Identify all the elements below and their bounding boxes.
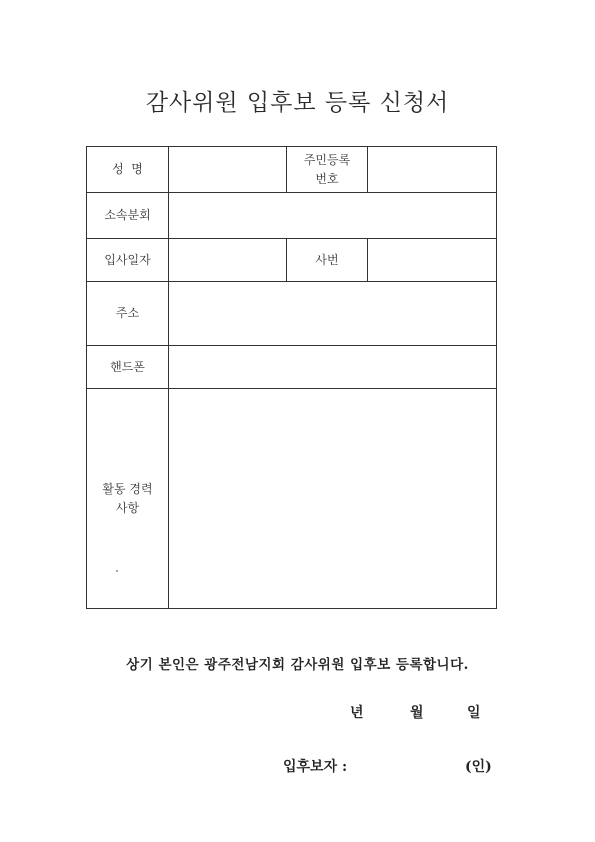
join-date-field[interactable] [169,239,287,282]
address-field[interactable] [169,282,497,346]
career-label [87,389,169,609]
date-day: 일 [467,705,481,721]
name-field[interactable] [169,147,287,193]
branch-label: 소속분회 [87,193,169,239]
branch-field[interactable] [169,193,497,239]
declaration-text: 상기 본인은 광주전남지회 감사위원 입후보 등록합니다. [126,657,469,673]
applicant-seal: (인) [465,759,492,775]
address-label: 주소 [87,282,169,346]
stray-mark [116,570,118,572]
phone-field[interactable] [169,346,497,389]
date-year: 년 [350,705,364,721]
employee-number-label: 사번 [287,239,368,282]
applicant-label: 입후보자 : [283,759,348,775]
join-date-label: 입사일자 [87,239,169,282]
application-form-table [86,146,497,609]
page-title: 감사위원 입후보 등록 신청서 [145,90,450,116]
career-label-line2: 사항 [115,500,140,515]
resident-number-field[interactable] [368,147,497,193]
resident-number-label [287,147,368,193]
career-field[interactable] [169,389,497,609]
date-month: 월 [410,705,424,721]
employee-number-field[interactable] [368,239,497,282]
phone-label: 핸드폰 [87,346,169,389]
career-label-line1: 활동 경력 [102,481,153,496]
resident-number-label-line2: 번호 [315,171,339,186]
name-label: 성 명 [87,147,169,193]
resident-number-label-line1: 주민등록 [303,152,351,167]
